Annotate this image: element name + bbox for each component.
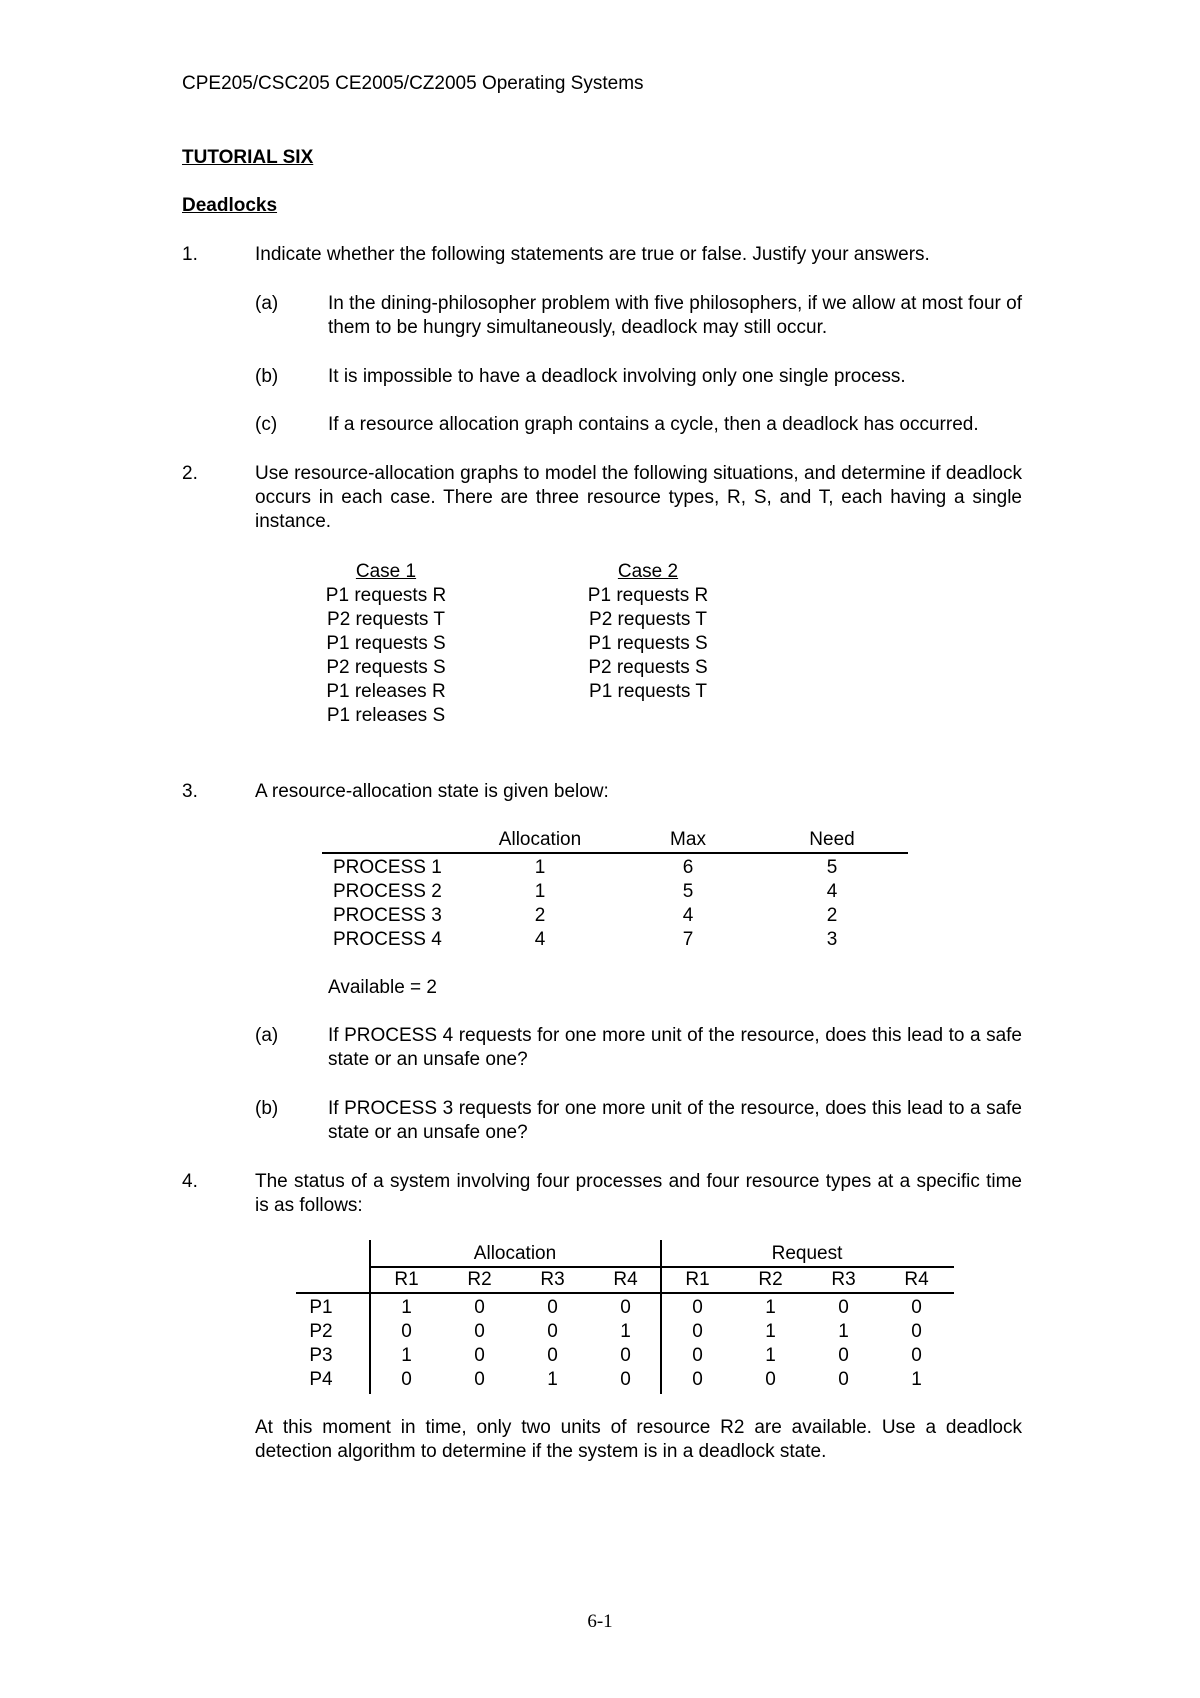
case2-title: Case 2	[617, 561, 679, 582]
case1-block	[306, 560, 466, 728]
q4-cell: 0	[547, 1297, 558, 1318]
q4-cell: 0	[838, 1345, 849, 1366]
q3-header-rule	[322, 852, 908, 854]
q4-group-request: Request	[771, 1243, 843, 1264]
q1c-label: (c)	[255, 414, 278, 435]
q4-cell: 0	[620, 1369, 631, 1390]
q4-cell: 1	[547, 1369, 558, 1390]
q4-cell: 0	[838, 1297, 849, 1318]
q3-cell: 5	[682, 881, 694, 902]
q3-row-name: PROCESS 1	[333, 857, 442, 878]
q4-cell: 1	[765, 1321, 776, 1342]
q4-subheader: R3	[831, 1269, 856, 1290]
q3b-label: (b)	[255, 1098, 279, 1119]
q4-cell: 0	[401, 1369, 412, 1390]
q4-group-allocation: Allocation	[473, 1243, 557, 1264]
q4-cell: 0	[692, 1321, 703, 1342]
q2-number: 2.	[182, 463, 198, 484]
case2-line: P2 requests S	[588, 657, 708, 678]
case2-line: P1 requests R	[587, 585, 709, 606]
q4-cell: 0	[692, 1297, 703, 1318]
q4-subheader: R4	[613, 1269, 638, 1290]
q3-cell: 2	[534, 905, 546, 926]
q3-available: Available = 2	[328, 977, 437, 998]
q4-cell: 0	[547, 1321, 558, 1342]
q4-cell: 0	[692, 1369, 703, 1390]
q3-cell: 6	[682, 857, 694, 878]
q4-text: The status of a system involving four processes and four resource types at a specific time is as follows:	[255, 1171, 1022, 1216]
q1a-text: In the dining-philosopher problem with five philosophers, if we allow at most four of them to be hungry simultaneously, deadlock may still occur.	[328, 293, 1022, 338]
q4-cell: 0	[401, 1321, 412, 1342]
q3-text: A resource-allocation state is given below:	[255, 781, 609, 802]
q3b-text: If PROCESS 3 requests for one more unit of the resource, does this lead to a safe state or an unsafe one?	[328, 1098, 1022, 1143]
q4-subheader: R3	[540, 1269, 565, 1290]
q4-cell: 0	[911, 1345, 922, 1366]
q3-cell: 4	[534, 929, 546, 950]
q4-cell: 1	[765, 1345, 776, 1366]
q3-cell: 1	[534, 857, 546, 878]
case1-line: P2 requests T	[327, 609, 445, 630]
q3a-label: (a)	[255, 1025, 279, 1046]
q4-cell: 0	[765, 1369, 776, 1390]
q1b-label: (b)	[255, 366, 279, 387]
case1-title: Case 1	[355, 561, 417, 582]
q4-cell: 0	[620, 1297, 631, 1318]
q3-row-name: PROCESS 3	[333, 905, 442, 926]
q4-subheader: R1	[685, 1269, 710, 1290]
q4-followup-text: At this moment in time, only two units of resource R2 are available. Use a deadlock detection algorithm to determine if the system is in a deadlock state.	[255, 1417, 1022, 1462]
page-number: 6-1	[587, 1611, 613, 1632]
case1-line: P1 requests R	[325, 585, 447, 606]
tutorial-title: TUTORIAL SIX	[182, 147, 314, 168]
q3-cell: 4	[682, 905, 694, 926]
q4-cell: 1	[765, 1297, 776, 1318]
q4-cell: 0	[620, 1345, 631, 1366]
q3a-text: If PROCESS 4 requests for one more unit of the resource, does this lead to a safe state or an unsafe one?	[328, 1025, 1022, 1070]
q3-row-name: PROCESS 2	[333, 881, 442, 902]
q4-cell: 0	[911, 1297, 922, 1318]
q4-subheader: R2	[467, 1269, 492, 1290]
q3-header-max: Max	[670, 829, 706, 850]
q4-header-rule	[296, 1292, 954, 1294]
q4-cell: 1	[401, 1345, 412, 1366]
q1c-text: If a resource allocation graph contains a cycle, then a deadlock has occurred.	[328, 414, 979, 435]
q3-cell: 1	[534, 881, 546, 902]
q4-cell: 0	[474, 1345, 485, 1366]
q4-row-name: P3	[309, 1345, 333, 1366]
q3-cell: 7	[682, 929, 694, 950]
q3-header-allocation: Allocation	[498, 829, 582, 850]
q4-cell: 0	[692, 1345, 703, 1366]
q4-subheader: R1	[394, 1269, 419, 1290]
q2-text: Use resource-allocation graphs to model the following situations, and determine if deadlock occurs in each case. There are three resource types, R, S, and T, each having a single instance.	[255, 463, 1022, 532]
q4-row-name: P1	[309, 1297, 333, 1318]
q3-row-name: PROCESS 4	[333, 929, 442, 950]
q1b-text: It is impossible to have a deadlock involving only one single process.	[328, 366, 906, 387]
q4-row-name: P4	[309, 1369, 333, 1390]
q3-cell: 2	[826, 905, 838, 926]
q4-row-name: P2	[309, 1321, 333, 1342]
q4-cell: 1	[911, 1369, 922, 1390]
q4-number: 4.	[182, 1171, 198, 1192]
q3-cell: 4	[826, 881, 838, 902]
q4-subheader: R2	[758, 1269, 783, 1290]
case1-line: P1 requests S	[326, 633, 446, 654]
q1-number: 1.	[182, 244, 198, 265]
case2-block	[568, 560, 728, 704]
q3-header-need: Need	[809, 829, 855, 850]
q1-text: Indicate whether the following statements are true or false. Justify your answers.	[255, 244, 930, 265]
case2-line: P2 requests T	[589, 609, 707, 630]
q4-cell: 0	[911, 1321, 922, 1342]
q4-cell: 1	[620, 1321, 631, 1342]
case2-line: P1 requests T	[589, 681, 707, 702]
case1-line: P2 requests S	[326, 657, 446, 678]
q1a-label: (a)	[255, 293, 279, 314]
course-header: CPE205/CSC205 CE2005/CZ2005 Operating Systems	[182, 73, 644, 94]
q4-cell: 0	[474, 1321, 485, 1342]
q4-cell: 1	[838, 1321, 849, 1342]
case1-line: P1 releases S	[326, 705, 446, 726]
q4-subheader: R4	[904, 1269, 929, 1290]
q3-number: 3.	[182, 781, 198, 802]
case1-line: P1 releases R	[326, 681, 446, 702]
q3-cell: 3	[826, 929, 838, 950]
q4-cell: 1	[401, 1297, 412, 1318]
q4-cell: 0	[547, 1345, 558, 1366]
q3-cell: 5	[826, 857, 838, 878]
section-title: Deadlocks	[182, 195, 278, 216]
q4-cell: 0	[838, 1369, 849, 1390]
q4-cell: 0	[474, 1297, 485, 1318]
q4-cell: 0	[474, 1369, 485, 1390]
case2-line: P1 requests S	[588, 633, 708, 654]
